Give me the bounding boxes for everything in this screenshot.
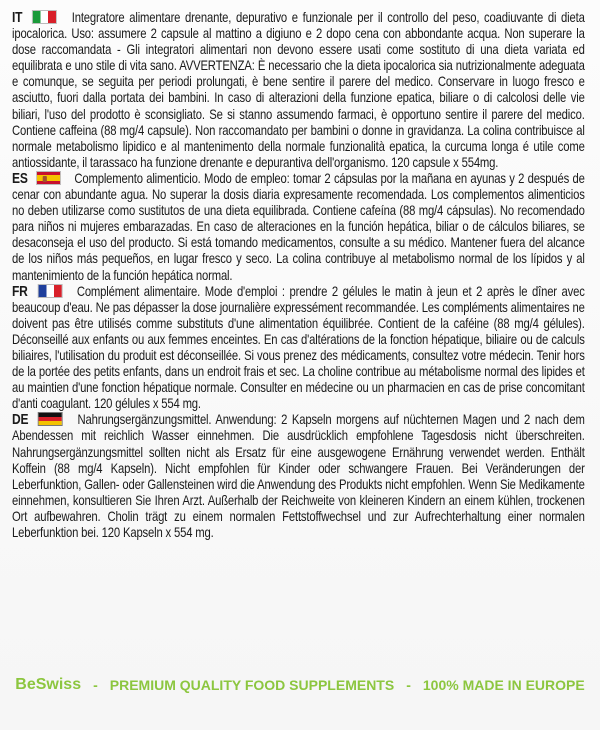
section-es — [12, 171, 585, 284]
section-text-de: Nahrungsergänzungsmittel. Anwendung: 2 Kapseln morgens auf nüchternen Magen und 2 nach dem Abendessen mit reichlich Wasser einnehmen. Die ausdrücklich empfohlene Tagesdosis nicht überschreiten. Nahrungsergänzungsmittel sollten nicht als Ersatz für eine ausgewogene Ernährung verwendet werden. Enthält Koffein (88 mg/4 Kapseln). Nicht empfohlen für Kinder oder schwangere Frauen. Bei Veränderungen der Leberfunktion, Gallen- oder Gallensteinen wird die Anwendung des Produkts nicht empfohlen. Wenn Sie Medikamente einnehmen, konsultieren Sie Ihren Arzt. Außerhalb der Reichweite von kleineren Kindern an einem kühlen, trockenen Ort aufbewahren. Cholin trägt zu einem normalen Fettstoffwechsel und zur Aufrechterhaltung einer normalen Leberfunktion bei. 120 Kapseln x 554 mg. — [12, 412, 585, 540]
section-fr — [12, 284, 585, 413]
language-code-es: ES — [12, 170, 28, 187]
footer-tagline-quality: PREMIUM QUALITY FOOD SUPPLEMENTS — [109, 677, 395, 693]
footer-separator: - — [406, 677, 411, 693]
footer-tagline-origin: 100% MADE IN EUROPE — [422, 677, 585, 693]
italy-flag-icon — [32, 10, 57, 24]
language-code-it: IT — [12, 10, 23, 26]
brand-name: BeSwiss — [15, 676, 82, 693]
section-text-it: Integratore alimentare drenante, depurativo e funzionale per il controllo del peso, coadiuvante di dieta ipocalorica. Uso: assumere 2 capsule al mattino a digiuno e 2 dopo cena con abbondante acqua. Non superare la dose raccomandata - Gli integratori alimentari non devono essere usati come sostituto di una dieta variata ed equilibrata e uno stile di vita sano. AVVERTENZA: È necessario che la dieta ipocalorica sia nutrizionalmente adeguata e comunque, se seguita per periodi prolungati, è bene sentire il parere del medico. Conservare in luogo fresco e asciutto, fuori dalla portata dei bambini. In caso di alterazioni della funzione epatica, biliare o di calcolosi delle vie biliari, l'uso del prodotto è sconsigliato. Se si stanno assumendo farmaci, è opportuno sentire il parere del medico. Contiene caffeina (88 mg/4 capsule). Non raccomandato per bambini o donne in gravidanza. La colina contribuisce al normale metabolismo lipidico e al mantenimento della normale funzionalità epatica, la curcuma longa é utile come antiossidante, il tarassaco ha funzione drenante e depurantiva dell'organismo. 120 capsule x 554mg. — [12, 10, 585, 170]
language-code-fr: FR — [12, 283, 28, 300]
footer-banner — [12, 676, 588, 694]
spain-flag-icon — [36, 171, 61, 185]
section-text-es: Complemento alimenticio. Modo de empleo: tomar 2 cápsulas por la mañana en ayunas y 2 después de cenar con abundante agua. No superar la dosis diaria expresamente recomendada. Los complementos alimenticios no deben utilizarse como sustitutos de una dieta equilibrada. Contiene cafeína (88 mg/4 cápsulas). No recomendado para niños ni mujeres embarazadas. En caso de alteraciones en la función hepática, biliar o de cálculos biliares, se desaconseja el uso del producto. Si está tomando medicamentos, consulte a su médico. Mantener fuera del alcance de los niños más pequeños, en lugar fresco y seco. La colina contribuye al metabolismo normal de los lípidos y al mantenimiento de la función hepática normal. — [12, 170, 585, 283]
section-text-fr: Complément alimentaire. Mode d'emploi : prendre 2 gélules le matin à jeun et 2 après le dîner avec beaucoup d'eau. Ne pas dépasser la dose journalière expressément recommandée. Les compléments alimentaires ne doivent pas être utilisés comme substituts d'une alimentation équilibrée. Contient de la caféine (88 mg/4 gélules). Déconseillé aux enfants ou aux femmes enceintes. En cas d'altérations de la fonction hépatique, biliaire ou de calculs biliaires, l'utilisation du produit est déconseillée. Si vous prenez des médicaments, consultez votre médecin. Tenir hors de la portée des petits enfants, dans un endroit frais et sec. La choline contribue au métabolisme normal des lipides et au maintien d'une fonction hépatique normale. Consulter en médecine ou un pharmacien en cas de prise concomitant d'anti coagulant. 120 gélules x 554 mg. — [12, 283, 585, 412]
section-it — [12, 10, 585, 171]
language-code-de: DE — [12, 412, 29, 429]
germany-flag-icon — [38, 412, 63, 426]
france-flag-icon — [37, 284, 62, 298]
section-de — [12, 412, 585, 541]
footer-separator: - — [93, 677, 98, 693]
